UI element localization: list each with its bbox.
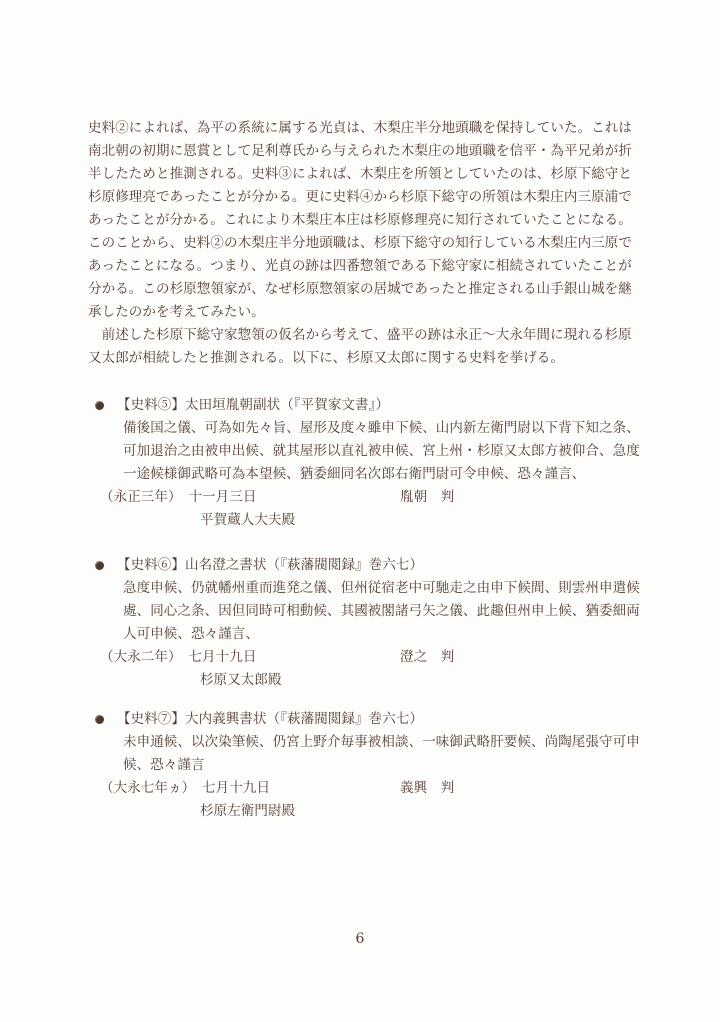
source-addressee: 平賀蔵人大夫殿 <box>200 512 296 528</box>
source-block-5 <box>88 394 640 532</box>
source-date: （永正三年） 十一月三日 <box>100 489 257 505</box>
source-body-line: 未申通候、以次染筆候、仍宮上野介毎事被相談、一味御武略肝要候、尚陶尾張守可申 <box>123 734 640 750</box>
source-addressee: 杉原又太郎殿 <box>200 672 282 688</box>
source-date-row <box>100 486 640 509</box>
paragraph-line: あったことが分かる。これにより木梨庄本庄は杉原修理亮に知行されていたことになる。 <box>88 212 632 228</box>
source-date: （大永二年） 七月十九日 <box>100 649 257 665</box>
source-body-line: 備後国之儀、可為如先々旨、屋形及度々雖申下候、山内新左衛門尉以下背下知之条、 <box>123 420 640 436</box>
source-title: 【史料⑤】太田垣胤朝副状（『平賀家文書』） <box>117 397 390 413</box>
paragraph-2 <box>88 324 640 370</box>
source-body-line: 急度申候、仍就幡州重而進発之儀、但州従宿老中可馳走之由申下候間、則雲州申遣候 <box>123 580 640 596</box>
source-body-line: 人可申候、恐々謹言、 <box>123 626 259 642</box>
bullet-icon <box>95 715 104 724</box>
source-title: 【史料⑥】山名澄之書状（『萩藩閥閲録』巻六七） <box>117 557 424 573</box>
bullet-icon <box>95 561 104 570</box>
source-signature: 澄之 判 <box>400 649 455 665</box>
source-addressee: 杉原左衛門尉殿 <box>200 803 296 819</box>
paragraph-1 <box>88 117 640 324</box>
paragraph-line: 又太郎が相続したと推測される。以下に、杉原又太郎に関する史料を挙げる。 <box>88 350 564 366</box>
source-signature: 義興 判 <box>400 780 455 796</box>
source-block-7 <box>88 708 640 823</box>
source-body-line: 候、恐々謹言 <box>123 757 205 773</box>
paragraph-line: 杉原修理亮であったことが分かる。更に史料④から杉原下総守の所領は木梨庄内三原浦で <box>88 189 632 205</box>
paragraph-line: 承したのかを考えてみたい。 <box>88 304 265 320</box>
source-signature: 胤朝 判 <box>400 489 455 505</box>
page-content <box>88 117 640 823</box>
paragraph-line: あったことになる。つまり、光貞の跡は四番惣領である下総守家に相続されていたことが <box>88 258 632 274</box>
paragraph-line: 前述した杉原下総守家惣領の仮名から考えて、盛平の跡は永正～大永年間に現れる杉原 <box>88 327 632 343</box>
paragraph-line: 南北朝の初期に恩賞として足利尊氏から与えられた木梨庄の地頭職を信平・為平兄弟が折 <box>88 143 632 159</box>
source-block-6 <box>88 554 640 692</box>
source-body-line: 處、同心之条、因但同時可相動候、其國被閣諸弓矢之儀、此趣但州申上候、猶委細両 <box>123 603 640 619</box>
paragraph-line: 半したためと推測される。史料③によれば、木梨庄を所領としていたのは、杉原下総守と <box>88 166 632 182</box>
source-date-row <box>100 646 640 669</box>
paragraph-line: 史料②によれば、為平の系統に属する光貞は、木梨庄半分地頭職を保持していた。これは <box>88 120 632 136</box>
source-body-line: 可加退治之由被申出候、就其屋形以直礼被申候、宮上州・杉原又太郎方被仰合、急度 <box>123 443 640 459</box>
paragraph-line: 分かる。この杉原惣領家が、なぜ杉原惣領家の居城であったと推定される山手銀山城を継 <box>88 281 632 297</box>
source-date-row <box>100 777 640 800</box>
bullet-icon <box>95 401 104 410</box>
page-number: 6 <box>355 931 365 947</box>
source-date: （大永七年ヵ） 七月十九日 <box>100 780 271 796</box>
source-body-line: 一途候様御武略可為本望候、猶委細同名次郎右衛門尉可令申候、恐々謹言、 <box>123 466 586 482</box>
paragraph-line: このことから、史料②の木梨庄半分地頭職は、杉原下総守の知行している木梨庄内三原で <box>88 235 632 251</box>
source-title: 【史料⑦】大内義興書状（『萩藩閥閲録』巻六七） <box>117 711 424 727</box>
